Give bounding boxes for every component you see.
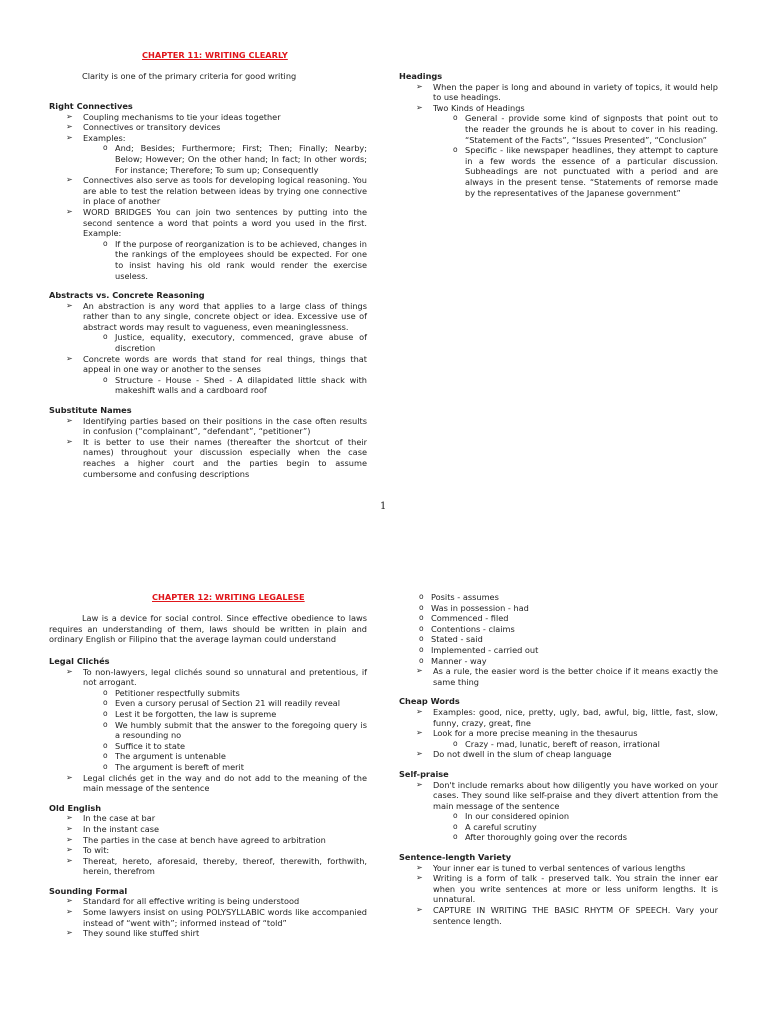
section-heading: Self-praise <box>399 768 449 779</box>
bullet-text: Standard for all effective writing is being understood <box>83 896 300 907</box>
section-heading: Old English <box>49 802 102 813</box>
section-heading: Abstracts vs. Concrete Reasoning <box>49 290 205 301</box>
sub-bullet-item: o After thoroughly going over the records <box>433 832 718 843</box>
bullet-item <box>49 667 367 773</box>
section-heading: Cheap Words <box>399 696 460 707</box>
sub-bullet-list <box>83 143 367 175</box>
chapter-title: CHAPTER 11: WRITING CLEARLY <box>142 50 288 60</box>
bullet-text: In the case at bar <box>83 813 156 824</box>
section-heading: Right Connectives <box>49 101 133 111</box>
bullet-list <box>49 112 367 282</box>
bullet-item <box>399 82 718 103</box>
section <box>399 769 718 843</box>
bullet-item <box>49 122 367 133</box>
bullet-text: Examples: good, nice, pretty, ugly, bad, awful, big, little, fast, slow, funny, crazy, great, fine <box>433 706 718 728</box>
chapter-intro: Clarity is one of the primary criteria for good writing <box>82 71 297 81</box>
right-column <box>399 592 718 926</box>
bullet-list <box>399 863 718 927</box>
bullet-list <box>49 667 367 794</box>
sub-bullet-item: o Was in possession - had <box>399 603 718 614</box>
section-heading: Substitute Names <box>49 405 132 416</box>
bullet-list <box>49 416 367 480</box>
sub-bullet-item: o We humbly submit that the answer to the foregoing query is a resounding no <box>83 720 367 741</box>
bullet-text: WORD BRIDGES You can join two sentences by putting into the second sentence a word that points a word you used in the first. Example: <box>83 206 367 239</box>
sub-bullet-item: o Specific - like newspaper headlines, they attempt to capture in a few words the essence of a particular discussion. Subheadings are not punctuated with a period and are always in the present tense. “Statements of remorse made by the representatives of the Japanese government” <box>433 145 718 198</box>
bullet-item <box>399 905 718 926</box>
sub-bullet-item: o Crazy - mad, lunatic, bereft of reason, irrational <box>433 739 718 750</box>
sub-bullet-list <box>83 375 367 396</box>
bullet-text: Don't include remarks about how diligently you have worked on your cases. They sound like self-praise and they divert attention from the main message of the sentence <box>433 779 718 811</box>
bullet-text: To non-lawyers, legal clichés sound so unnatural and pretentious, if not arrogant. <box>83 666 367 688</box>
bullet-text: Writing is a form of talk - preserved talk. You strain the inner ear when you write sentences at more or less uniform lengths. It is unnatural. <box>433 873 718 905</box>
bullet-item <box>49 175 367 207</box>
sub-bullet-item: o Even a cursory perusal of Section 21 will readily reveal <box>83 698 367 709</box>
bullet-text: Some lawyers insist on using POLYSYLLABIC words like accompanied instead of “went with”; informed instead of “told” <box>83 907 367 928</box>
bullet-item <box>49 824 367 835</box>
bullet-item <box>49 354 367 396</box>
section-heading: Sounding Formal <box>49 885 128 896</box>
bullet-list <box>49 896 367 938</box>
right-sections <box>399 696 718 926</box>
bullet-text: Your inner ear is tuned to verbal sentences of various lengths <box>433 862 686 873</box>
bullet-item <box>399 728 718 749</box>
section <box>49 405 367 479</box>
section <box>399 852 718 926</box>
bullet-text: Identifying parties based on their positions in the case often results in confusion (“complainant”, “defendant”, “petitioner”) <box>83 415 367 437</box>
chapter-intro: Law is a device for social control. Since effective obedience to laws requires an understanding of them, laws should be written in plain and ordinary English or Filipino that the average layman could understand <box>49 613 367 645</box>
bullet-text: Examples: <box>83 132 126 143</box>
bullet-list <box>49 301 367 396</box>
sub-bullet-item: o Contentions - claims <box>399 624 718 635</box>
bullet-text: Two Kinds of Headings <box>433 102 525 113</box>
bullet-item <box>399 749 718 760</box>
bullet-item <box>49 813 367 824</box>
section <box>49 656 367 794</box>
sub-bullet-item: o Stated - said <box>399 634 718 645</box>
sub-bullet-item: o A careful scrutiny <box>433 822 718 833</box>
bullet-text: Thereat, hereto, aforesaid, thereby, thereof, therewith, forthwith, herein, therefrom <box>83 855 367 877</box>
sub-bullet-item: o Structure - House - Shed - A dilapidated little shack with makeshift walls and a cardboard roof <box>83 375 367 396</box>
sub-bullet-list <box>433 811 718 843</box>
bullet-list <box>49 813 367 877</box>
bullet-item <box>49 301 367 354</box>
sub-bullet-item: o In our considered opinion <box>433 811 718 822</box>
bullet-list <box>399 707 718 760</box>
bullet-text: Connectives or transitory devices <box>83 122 221 133</box>
sub-bullet-item: o If the purpose of reorganization is to be achieved, changes in the rankings of the employees should be expected. For one to insist having his old rank would render the exercise useless. <box>83 239 367 281</box>
bullet-item <box>399 780 718 844</box>
sub-bullet-item: o Implemented - carried out <box>399 645 718 656</box>
bullet-text: Connectives also serve as tools for developing logical reasoning. You are able to test the relation between ideas by trying one connective in place of another <box>83 175 367 207</box>
bullet-text: Look for a more precise meaning in the thesaurus <box>433 728 638 739</box>
left-column <box>49 656 367 939</box>
sub-bullet-item: o Posits - assumes <box>399 592 718 603</box>
sub-bullet-item: o The argument is untenable <box>83 751 367 762</box>
rule-list <box>399 666 718 687</box>
sub-bullet-list <box>433 113 718 198</box>
sub-bullet-item: o Manner - way <box>399 656 718 667</box>
bullet-item <box>49 773 367 794</box>
sub-bullet-item: o Justice, equality, executory, commenced, grave abuse of discretion <box>83 332 367 353</box>
sub-bullet-item: o Suffice it to state <box>83 741 367 752</box>
sub-bullet-list <box>83 332 367 353</box>
bullet-text: As a rule, the easier word is the better choice if it means exactly the same thing <box>433 666 718 687</box>
bullet-text: CAPTURE IN WRITING THE BASIC RHYTM OF SPEECH. Vary your sentence length. <box>433 905 718 926</box>
bullet-list <box>399 82 718 199</box>
bullet-text: Concrete words are words that stand for real things, things that appeal in one way or another to the senses <box>83 353 367 375</box>
bullet-text: They sound like stuffed shirt <box>83 928 200 939</box>
sub-bullet-list <box>433 739 718 750</box>
bullet-item <box>49 112 367 123</box>
bullet-text: Legal clichés get in the way and do not add to the meaning of the main message of the sentence <box>83 772 367 794</box>
page-2 <box>0 580 768 1024</box>
section-heading: Headings <box>399 71 443 81</box>
bullet-item <box>49 856 367 877</box>
bullet-text: To wit: <box>83 845 110 856</box>
sub-bullet-item: o Lest it be forgotten, the law is supreme <box>83 709 367 720</box>
sub-bullet-item: o The argument is bereft of merit <box>83 762 367 773</box>
sub-bullet-item: o General - provide some kind of signposts that point out to the reader the grounds he is about to cover in his reading. “Statement of the Facts”, “Issues Presented”, “Conclusion” <box>433 113 718 145</box>
bullet-item <box>399 863 718 874</box>
bullet-item <box>49 928 367 939</box>
sub-bullet-list <box>83 239 367 281</box>
bullet-item <box>49 907 367 928</box>
bullet-item <box>399 873 718 905</box>
bullet-item <box>49 133 367 175</box>
sub-bullet-item: o And; Besides; Furthermore; First; Then; Finally; Nearby; Below; However; On the other hand; In fact; In other words; For instance; Therefore; To sum up; Consequently <box>83 143 367 175</box>
section-heading: Sentence-length Variety <box>399 852 512 863</box>
bullet-text: Coupling mechanisms to tie your ideas together <box>83 111 281 122</box>
bullet-text: When the paper is long and abound in variety of topics, it would help to use headings. <box>433 81 718 103</box>
sub-bullet-item: o Commenced - filed <box>399 613 718 624</box>
page-number: 1 <box>380 501 387 512</box>
section <box>49 886 367 939</box>
section <box>49 803 367 877</box>
sub-bullet-item: o Petitioner respectfully submits <box>83 688 367 699</box>
section <box>49 101 367 281</box>
bullet-text: An abstraction is any word that applies to a large class of things rather than to any single, concrete object or idea. Excessive use of abstract words may result to vagueness, even meaninglessness. <box>83 300 367 332</box>
bullet-item <box>399 707 718 728</box>
bullet-item <box>49 416 367 437</box>
substitution-list <box>399 592 718 666</box>
sub-bullet-list <box>83 688 367 773</box>
bullet-item <box>49 845 367 856</box>
bullet-text: Do not dwell in the slum of cheap language <box>433 749 612 760</box>
bullet-list <box>399 780 718 844</box>
section <box>399 696 718 760</box>
bullet-text: It is better to use their names (thereafter the shortcut of their names) throughout your discussion especially when the case reaches a higher court and the parties begin to assume cumbersome and confusing descriptions <box>83 436 367 479</box>
bullet-text: In the instant case <box>83 823 160 834</box>
bullet-item <box>399 666 718 687</box>
bullet-item <box>49 437 367 479</box>
bullet-item <box>49 207 367 281</box>
section <box>49 290 367 396</box>
section-heading: Legal Clichés <box>49 656 110 666</box>
right-column <box>399 71 718 198</box>
bullet-item <box>399 103 718 198</box>
bullet-item <box>49 835 367 846</box>
chapter-title: CHAPTER 12: WRITING LEGALESE <box>152 592 305 602</box>
bullet-text: The parties in the case at bench have agreed to arbitration <box>83 834 326 845</box>
left-column <box>49 101 367 479</box>
section <box>399 71 718 198</box>
bullet-item <box>49 896 367 907</box>
